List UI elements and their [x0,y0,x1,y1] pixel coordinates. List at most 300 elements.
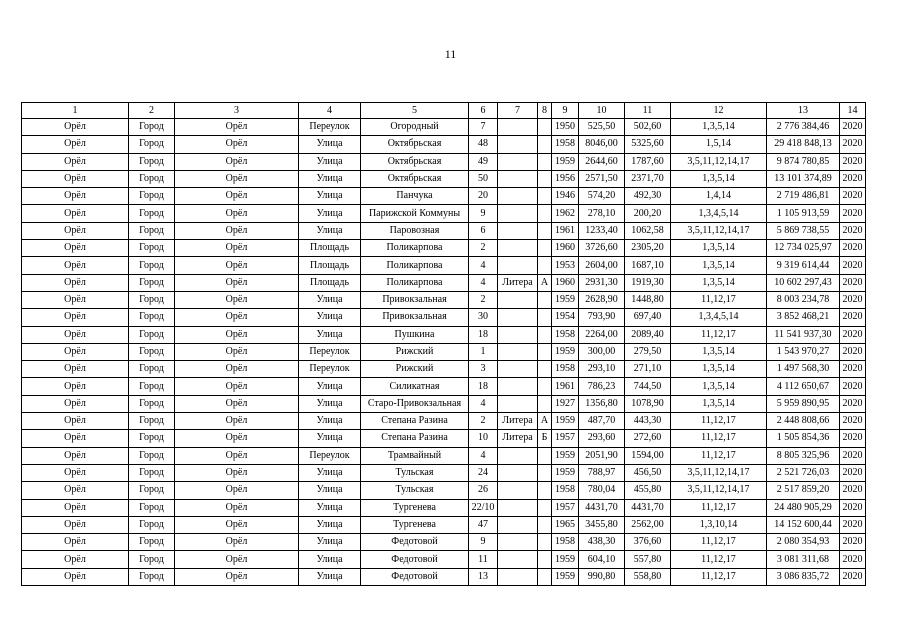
cell-cost: 8 805 325,96 [767,447,840,464]
cell-year: 1959 [552,413,579,430]
cell-year: 1961 [552,378,579,395]
cell-house-number: 24 [469,464,498,481]
table-row [22,534,866,551]
cell-cost: 5 869 738,55 [767,222,840,239]
cell-total-area: 3455,80 [579,516,625,533]
cell-literal-letter [538,516,552,533]
cell-literal-letter [538,378,552,395]
cell-total-area: 2644,60 [579,153,625,170]
table-row [22,568,866,585]
cell-works-codes: 1,3,5,14 [671,170,767,187]
cell-literal-letter [538,464,552,481]
cell-year: 1946 [552,188,579,205]
cell-works-codes: 11,12,17 [671,413,767,430]
cell-house-number: 48 [469,136,498,153]
cell-street: Степана Разина [361,430,469,447]
cell-literal-letter [538,361,552,378]
cell-settlement-type: Город [129,240,175,257]
cell-settlement-type: Город [129,361,175,378]
cell-living-area: 744,50 [625,378,671,395]
cell-cost: 2 521 726,03 [767,464,840,481]
table-row [22,222,866,239]
table-row [22,170,866,187]
table-row [22,119,866,136]
cell-living-area: 376,60 [625,534,671,551]
cell-house-number: 49 [469,153,498,170]
cell-works-codes: 11,12,17 [671,447,767,464]
cell-plan-year: 2020 [840,343,866,360]
cell-cost: 14 152 600,44 [767,516,840,533]
table-row [22,361,866,378]
header-cell-house-number: 6 [469,103,498,119]
cell-street: Федотовой [361,568,469,585]
cell-settlement-type: Город [129,326,175,343]
cell-works-codes: 3,5,11,12,14,17 [671,464,767,481]
cell-street: Федотовой [361,551,469,568]
cell-settlement: Орёл [175,499,299,516]
cell-region: Орёл [22,291,129,308]
cell-living-area: 1787,60 [625,153,671,170]
cell-plan-year: 2020 [840,309,866,326]
cell-settlement: Орёл [175,170,299,187]
cell-plan-year: 2020 [840,395,866,412]
cell-living-area: 1078,90 [625,395,671,412]
cell-living-area: 4431,70 [625,499,671,516]
cell-cost: 3 852 468,21 [767,309,840,326]
cell-settlement: Орёл [175,395,299,412]
cell-region: Орёл [22,482,129,499]
cell-settlement-type: Город [129,291,175,308]
cell-works-codes: 11,12,17 [671,551,767,568]
cell-settlement: Орёл [175,568,299,585]
cell-living-area: 443,30 [625,413,671,430]
cell-cost: 2 448 808,66 [767,413,840,430]
cell-settlement-type: Город [129,222,175,239]
cell-settlement-type: Город [129,119,175,136]
cell-house-number: 4 [469,395,498,412]
cell-settlement: Орёл [175,326,299,343]
cell-year: 1961 [552,222,579,239]
cell-house-number: 4 [469,274,498,291]
cell-literal-letter [538,153,552,170]
cell-street-type: Улица [299,170,361,187]
cell-street-type: Улица [299,205,361,222]
cell-literal-label [498,516,538,533]
cell-settlement-type: Город [129,343,175,360]
cell-street: Привокзальная [361,291,469,308]
cell-plan-year: 2020 [840,482,866,499]
cell-settlement: Орёл [175,274,299,291]
table-row [22,551,866,568]
cell-street-type: Улица [299,309,361,326]
cell-plan-year: 2020 [840,274,866,291]
cell-region: Орёл [22,361,129,378]
cell-street: Октябрьская [361,136,469,153]
header-cell-plan-year: 14 [840,103,866,119]
cell-settlement-type: Город [129,378,175,395]
table-row [22,153,866,170]
cell-settlement: Орёл [175,361,299,378]
cell-street-type: Переулок [299,447,361,464]
cell-plan-year: 2020 [840,291,866,308]
table-row [22,136,866,153]
cell-year: 1958 [552,326,579,343]
cell-cost: 2 776 384,46 [767,119,840,136]
header-cell-settlement-type: 2 [129,103,175,119]
cell-literal-letter: А [538,413,552,430]
cell-plan-year: 2020 [840,551,866,568]
cell-settlement-type: Город [129,309,175,326]
cell-street-type: Переулок [299,343,361,360]
cell-total-area: 438,30 [579,534,625,551]
cell-cost: 8 003 234,78 [767,291,840,308]
cell-settlement-type: Город [129,516,175,533]
cell-street: Октябрьская [361,153,469,170]
cell-literal-letter [538,343,552,360]
cell-total-area: 3726,60 [579,240,625,257]
header-cell-region: 1 [22,103,129,119]
cell-living-area: 1448,80 [625,291,671,308]
cell-works-codes: 1,3,5,14 [671,361,767,378]
cell-plan-year: 2020 [840,499,866,516]
cell-total-area: 2931,30 [579,274,625,291]
cell-region: Орёл [22,413,129,430]
cell-literal-letter: А [538,274,552,291]
cell-street: Тульская [361,482,469,499]
cell-street-type: Улица [299,464,361,481]
cell-literal-letter [538,291,552,308]
cell-settlement-type: Город [129,464,175,481]
table-body [22,119,866,586]
cell-settlement-type: Город [129,482,175,499]
cell-literal-label [498,153,538,170]
cell-settlement: Орёл [175,240,299,257]
cell-region: Орёл [22,188,129,205]
cell-house-number: 50 [469,170,498,187]
cell-literal-label [498,136,538,153]
cell-region: Орёл [22,309,129,326]
cell-street: Степана Разина [361,413,469,430]
cell-region: Орёл [22,447,129,464]
cell-settlement-type: Город [129,534,175,551]
cell-street-type: Улица [299,516,361,533]
cell-literal-letter [538,136,552,153]
cell-year: 1927 [552,395,579,412]
cell-total-area: 525,50 [579,119,625,136]
table-row [22,240,866,257]
cell-settlement: Орёл [175,516,299,533]
cell-region: Орёл [22,464,129,481]
cell-cost: 1 497 568,30 [767,361,840,378]
cell-year: 1962 [552,205,579,222]
cell-living-area: 1594,00 [625,447,671,464]
cell-street: Поликарпова [361,240,469,257]
housing-registry-table [21,102,866,586]
cell-street-type: Улица [299,395,361,412]
cell-cost: 2 080 354,93 [767,534,840,551]
table-row [22,309,866,326]
page-number: 11 [444,47,457,61]
cell-cost: 1 105 913,59 [767,205,840,222]
table-row [22,464,866,481]
cell-literal-letter [538,205,552,222]
cell-settlement: Орёл [175,343,299,360]
cell-street-type: Улица [299,499,361,516]
cell-cost: 2 517 859,20 [767,482,840,499]
table-row [22,291,866,308]
cell-cost: 13 101 374,89 [767,170,840,187]
cell-year: 1960 [552,240,579,257]
cell-literal-letter [538,170,552,187]
cell-works-codes: 1,3,4,5,14 [671,205,767,222]
cell-settlement-type: Город [129,153,175,170]
cell-plan-year: 2020 [840,413,866,430]
cell-literal-label [498,378,538,395]
cell-literal-label [498,205,538,222]
cell-year: 1957 [552,499,579,516]
cell-street-type: Улица [299,534,361,551]
header-cell-literal-letter: 8 [538,103,552,119]
cell-works-codes: 3,5,11,12,14,17 [671,153,767,170]
cell-total-area: 1233,40 [579,222,625,239]
cell-house-number: 1 [469,343,498,360]
cell-plan-year: 2020 [840,326,866,343]
cell-settlement: Орёл [175,257,299,274]
cell-plan-year: 2020 [840,464,866,481]
cell-year: 1959 [552,153,579,170]
cell-house-number: 47 [469,516,498,533]
cell-plan-year: 2020 [840,378,866,395]
cell-region: Орёл [22,534,129,551]
cell-settlement-type: Город [129,170,175,187]
cell-literal-label [498,309,538,326]
header-cell-street: 5 [361,103,469,119]
cell-cost: 3 086 835,72 [767,568,840,585]
cell-house-number: 4 [469,447,498,464]
cell-year: 1958 [552,361,579,378]
cell-living-area: 272,60 [625,430,671,447]
cell-settlement: Орёл [175,378,299,395]
cell-year: 1959 [552,291,579,308]
header-cell-total-area: 10 [579,103,625,119]
cell-living-area: 456,50 [625,464,671,481]
cell-living-area: 492,30 [625,188,671,205]
cell-street-type: Улица [299,413,361,430]
cell-street: Паровозная [361,222,469,239]
cell-total-area: 2051,90 [579,447,625,464]
cell-year: 1958 [552,136,579,153]
cell-works-codes: 11,12,17 [671,568,767,585]
cell-street-type: Улица [299,136,361,153]
cell-house-number: 30 [469,309,498,326]
cell-total-area: 990,80 [579,568,625,585]
table-row [22,413,866,430]
cell-street-type: Улица [299,551,361,568]
cell-works-codes: 11,12,17 [671,291,767,308]
cell-region: Орёл [22,257,129,274]
cell-year: 1953 [552,257,579,274]
cell-total-area: 1356,80 [579,395,625,412]
cell-literal-letter [538,240,552,257]
cell-street-type: Площадь [299,257,361,274]
cell-total-area: 2628,90 [579,291,625,308]
table-header-row [22,103,866,119]
cell-total-area: 300,00 [579,343,625,360]
cell-house-number: 26 [469,482,498,499]
cell-literal-letter [538,309,552,326]
cell-literal-letter [538,395,552,412]
cell-region: Орёл [22,240,129,257]
cell-literal-letter: Б [538,430,552,447]
cell-house-number: 4 [469,257,498,274]
cell-house-number: 2 [469,291,498,308]
cell-living-area: 502,60 [625,119,671,136]
table-row [22,516,866,533]
cell-literal-label [498,257,538,274]
cell-region: Орёл [22,551,129,568]
table-row [22,378,866,395]
table-row [22,447,866,464]
header-cell-settlement: 3 [175,103,299,119]
header-cell-living-area: 11 [625,103,671,119]
cell-works-codes: 11,12,17 [671,430,767,447]
cell-works-codes: 1,3,4,5,14 [671,309,767,326]
cell-cost: 24 480 905,29 [767,499,840,516]
cell-literal-letter [538,222,552,239]
cell-region: Орёл [22,136,129,153]
cell-street: Пушкина [361,326,469,343]
cell-year: 1960 [552,274,579,291]
cell-street: Поликарпова [361,257,469,274]
cell-cost: 10 602 297,43 [767,274,840,291]
cell-street: Тургенева [361,499,469,516]
cell-works-codes: 1,3,5,14 [671,257,767,274]
cell-settlement: Орёл [175,482,299,499]
cell-plan-year: 2020 [840,153,866,170]
cell-literal-label [498,119,538,136]
cell-works-codes: 1,3,5,14 [671,343,767,360]
cell-house-number: 7 [469,119,498,136]
cell-year: 1954 [552,309,579,326]
cell-street-type: Переулок [299,361,361,378]
cell-cost: 12 734 025,97 [767,240,840,257]
cell-region: Орёл [22,568,129,585]
cell-literal-letter [538,326,552,343]
cell-year: 1958 [552,534,579,551]
cell-literal-label [498,188,538,205]
cell-house-number: 13 [469,568,498,585]
cell-plan-year: 2020 [840,136,866,153]
cell-cost: 3 081 311,68 [767,551,840,568]
cell-street: Тульская [361,464,469,481]
cell-plan-year: 2020 [840,188,866,205]
cell-literal-label: Литера [498,274,538,291]
cell-street: Силикатная [361,378,469,395]
cell-plan-year: 2020 [840,568,866,585]
cell-house-number: 9 [469,534,498,551]
cell-total-area: 2264,00 [579,326,625,343]
cell-year: 1958 [552,482,579,499]
table-row [22,257,866,274]
cell-region: Орёл [22,119,129,136]
cell-settlement: Орёл [175,309,299,326]
cell-total-area: 293,10 [579,361,625,378]
cell-plan-year: 2020 [840,257,866,274]
cell-living-area: 455,80 [625,482,671,499]
cell-literal-label [498,568,538,585]
cell-living-area: 1062,58 [625,222,671,239]
cell-total-area: 574,20 [579,188,625,205]
table-row [22,430,866,447]
cell-house-number: 2 [469,240,498,257]
cell-works-codes: 1,3,5,14 [671,395,767,412]
cell-year: 1950 [552,119,579,136]
cell-works-codes: 1,3,5,14 [671,240,767,257]
cell-settlement: Орёл [175,119,299,136]
cell-total-area: 793,90 [579,309,625,326]
cell-region: Орёл [22,153,129,170]
cell-region: Орёл [22,430,129,447]
cell-literal-label [498,499,538,516]
cell-settlement: Орёл [175,153,299,170]
cell-literal-letter [538,119,552,136]
cell-settlement: Орёл [175,205,299,222]
cell-living-area: 2371,70 [625,170,671,187]
cell-region: Орёл [22,274,129,291]
cell-settlement: Орёл [175,222,299,239]
cell-literal-letter [538,447,552,464]
cell-plan-year: 2020 [840,361,866,378]
cell-street: Панчука [361,188,469,205]
cell-street-type: Улица [299,482,361,499]
cell-house-number: 3 [469,361,498,378]
cell-living-area: 279,50 [625,343,671,360]
cell-literal-label [498,291,538,308]
cell-works-codes: 11,12,17 [671,499,767,516]
cell-cost: 11 541 937,30 [767,326,840,343]
cell-settlement-type: Город [129,551,175,568]
header-cell-works-codes: 12 [671,103,767,119]
cell-works-codes: 3,5,11,12,14,17 [671,222,767,239]
cell-literal-letter [538,257,552,274]
cell-settlement-type: Город [129,447,175,464]
cell-street-type: Улица [299,568,361,585]
cell-cost: 9 319 614,44 [767,257,840,274]
cell-street: Рижский [361,361,469,378]
cell-region: Орёл [22,222,129,239]
table-row [22,274,866,291]
header-cell-literal-label: 7 [498,103,538,119]
cell-total-area: 604,10 [579,551,625,568]
cell-living-area: 1919,30 [625,274,671,291]
cell-house-number: 10 [469,430,498,447]
cell-street: Тургенева [361,516,469,533]
cell-living-area: 2305,20 [625,240,671,257]
cell-year: 1965 [552,516,579,533]
cell-total-area: 4431,70 [579,499,625,516]
cell-region: Орёл [22,378,129,395]
cell-living-area: 558,80 [625,568,671,585]
cell-plan-year: 2020 [840,430,866,447]
cell-cost: 5 959 890,95 [767,395,840,412]
cell-street: Поликарпова [361,274,469,291]
cell-house-number: 11 [469,551,498,568]
cell-literal-label [498,343,538,360]
cell-street: Трамвайный [361,447,469,464]
cell-street: Огородный [361,119,469,136]
cell-literal-label [498,482,538,499]
cell-street-type: Улица [299,291,361,308]
